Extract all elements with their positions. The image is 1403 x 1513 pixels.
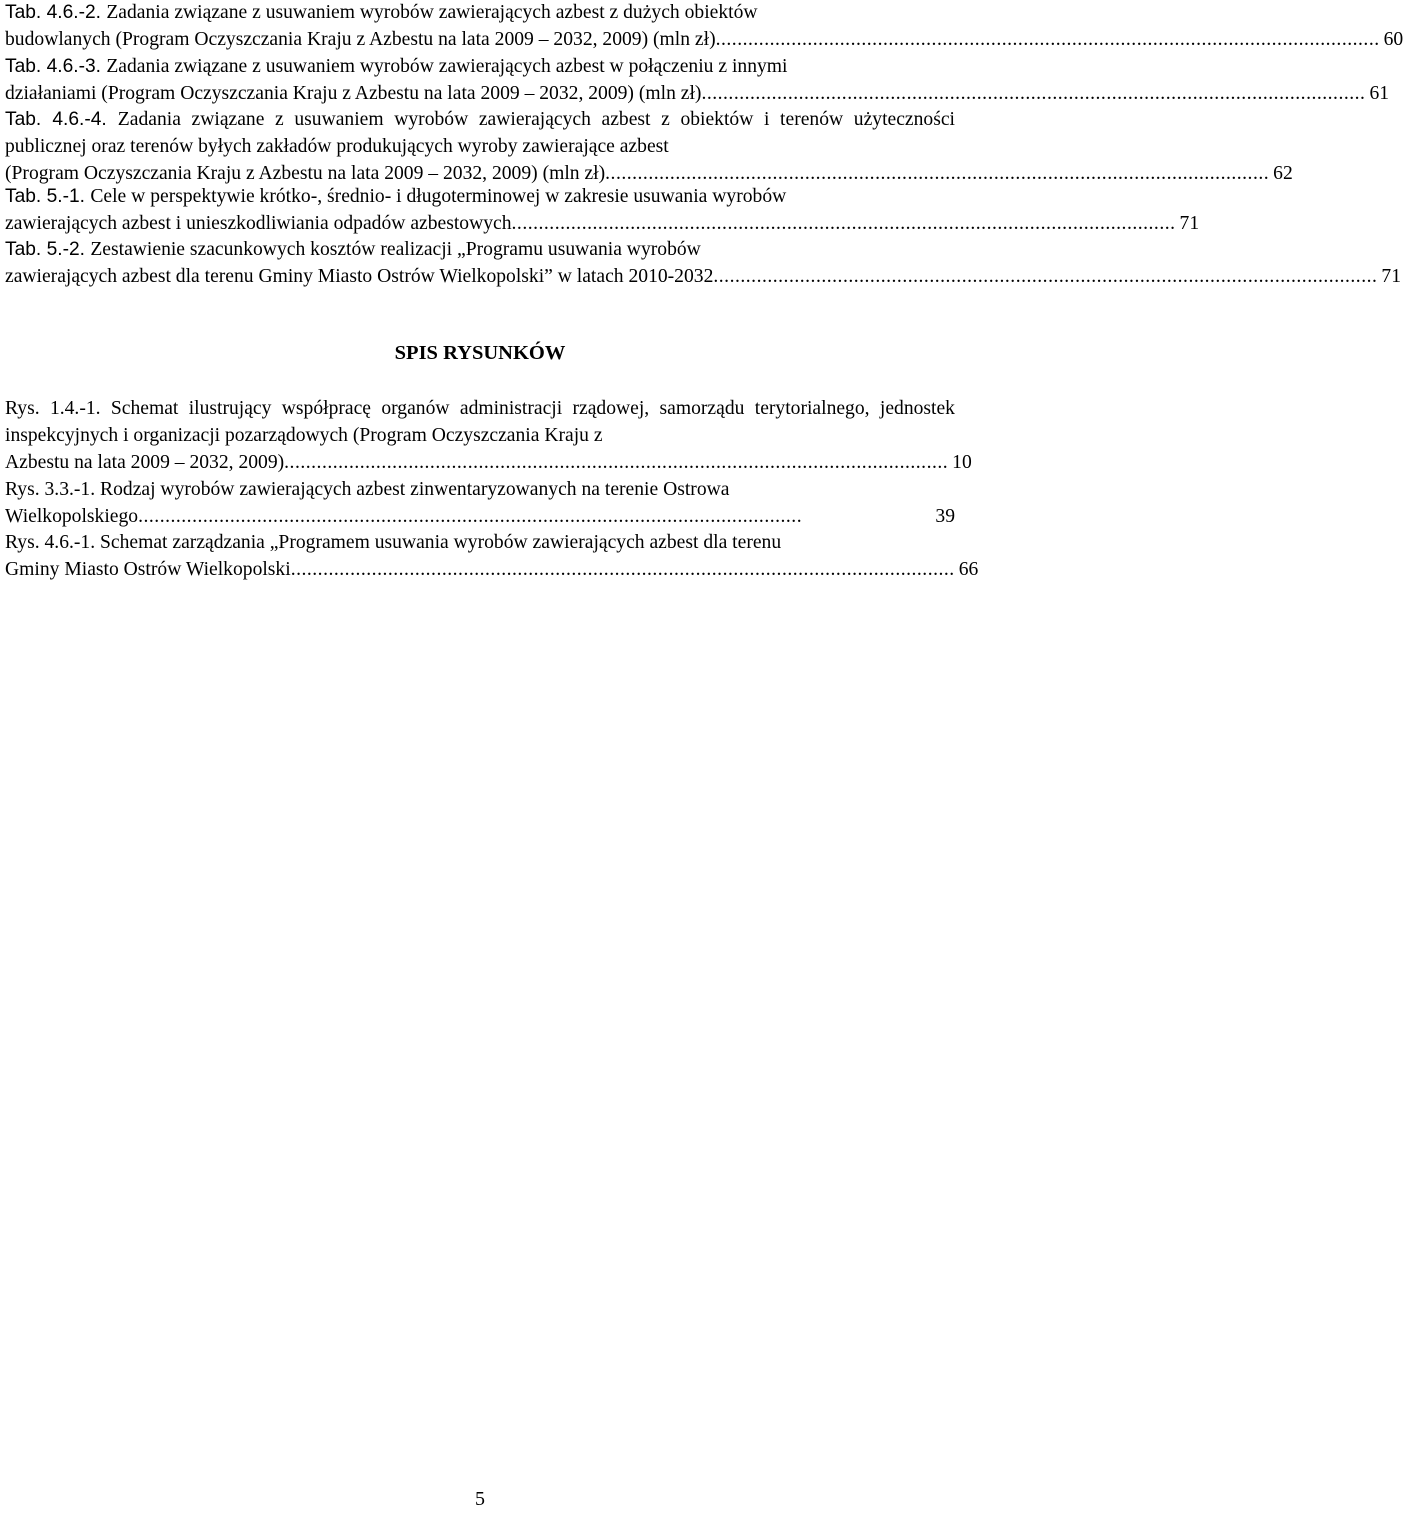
entry-text: Zadania związane z usuwaniem wyrobów zawierających azbest z obiektów i terenów użyteczności publicznej oraz terenów byłych zakładów produkujących wyroby zawierające azbest: [5, 109, 955, 157]
dot-leader: ...........................................................................................................................: [138, 505, 803, 527]
page-number: 5: [475, 1488, 485, 1510]
toc-entry-tab-4-6-2[interactable]: [5, 0, 1403, 54]
entry-label: Rys. 4.6.-1.: [5, 532, 96, 553]
entry-page-number: 39: [935, 505, 955, 527]
toc-entry-tab-5-1[interactable]: [5, 184, 1200, 238]
dot-leader: ...........................................................................................................................: [715, 28, 1380, 50]
entry-text-continued: Wielkopolskiego: [5, 505, 139, 527]
entry-page-number: 62: [1273, 162, 1293, 184]
entry-text: Rodzaj wyrobów zawierających azbest zinwentaryzowanych na terenie Ostrowa: [100, 479, 730, 500]
dot-leader: ...........................................................................................................................: [284, 451, 949, 473]
entry-page-number: 71: [1179, 212, 1200, 234]
entry-text-continued: budowlanych (Program Oczyszczania Kraju z Azbestu na lata 2009 – 2032, 2009) (mln zł): [5, 28, 716, 50]
toc-entry-rys-1-4-1[interactable]: [5, 396, 972, 476]
entry-page-number: 10: [952, 451, 972, 473]
entry-text: Schemat ilustrujący współpracę organów administracji rządowej, samorządu terytorialnego, jednostek inspekcyjnych i organizacji pozarządowych (Program Oczyszczania Kraju z: [5, 398, 955, 446]
entry-label: Tab. 4.6.-2.: [5, 2, 101, 23]
entry-text: Zestawienie szacunkowych kosztów realizacji „Programu usuwania wyrobów: [90, 239, 701, 260]
entry-text-continued: działaniami (Program Oczyszczania Kraju z Azbestu na lata 2009 – 2032, 2009) (mln zł): [5, 82, 702, 104]
dot-leader: ...........................................................................................................................: [605, 162, 1270, 184]
toc-entry-rys-4-6-1[interactable]: [5, 530, 979, 584]
entry-label: Tab. 4.6.-4.: [5, 109, 107, 130]
toc-entry-tab-5-2[interactable]: [5, 237, 1401, 291]
entry-label: Rys. 3.3.-1.: [5, 479, 96, 500]
entry-page-number: 61: [1369, 82, 1390, 104]
toc-entry-tab-4-6-4[interactable]: [5, 107, 1293, 187]
entry-label: Tab. 4.6.-3.: [5, 56, 101, 77]
toc-entry-rys-3-3-1[interactable]: [5, 477, 955, 531]
entry-text: Schemat zarządzania „Programem usuwania wyrobów zawierających azbest dla terenu: [100, 532, 782, 553]
figures-heading: SPIS RYSUNKÓW: [394, 342, 566, 364]
dot-leader: ...........................................................................................................................: [290, 558, 955, 580]
entry-text-continued: Gminy Miasto Ostrów Wielkopolski: [5, 558, 291, 580]
entry-text-continued: zawierających azbest i unieszkodliwiania odpadów azbestowych: [5, 212, 512, 234]
dot-leader: ...........................................................................................................................: [511, 212, 1176, 234]
entry-text: Cele w perspektywie krótko-, średnio- i długoterminowej w zakresie usuwania wyrobów: [90, 186, 787, 207]
entry-text-continued: Azbestu na lata 2009 – 2032, 2009): [5, 451, 285, 473]
entry-page-number: 71: [1381, 265, 1401, 287]
dot-leader: ...........................................................................................................................: [701, 82, 1366, 104]
entry-text-continued: (Program Oczyszczania Kraju z Azbestu na lata 2009 – 2032, 2009) (mln zł): [5, 162, 606, 184]
entry-label: Rys. 1.4.-1.: [5, 398, 101, 419]
entry-page-number: 60: [1383, 28, 1403, 50]
entry-text-continued: zawierających azbest dla terenu Gminy Miasto Ostrów Wielkopolski” w latach 2010-2032: [5, 265, 714, 287]
entry-text: Zadania związane z usuwaniem wyrobów zawierających azbest w połączeniu z innymi: [106, 56, 788, 77]
entry-page-number: 66: [958, 558, 979, 580]
dot-leader: ...........................................................................................................................: [713, 265, 1378, 287]
entry-text: Zadania związane z usuwaniem wyrobów zawierających azbest z dużych obiektów: [106, 2, 758, 23]
toc-entry-tab-4-6-3[interactable]: [5, 54, 1390, 108]
entry-label: Tab. 5.-2.: [5, 239, 85, 260]
entry-label: Tab. 5.-1.: [5, 186, 85, 207]
